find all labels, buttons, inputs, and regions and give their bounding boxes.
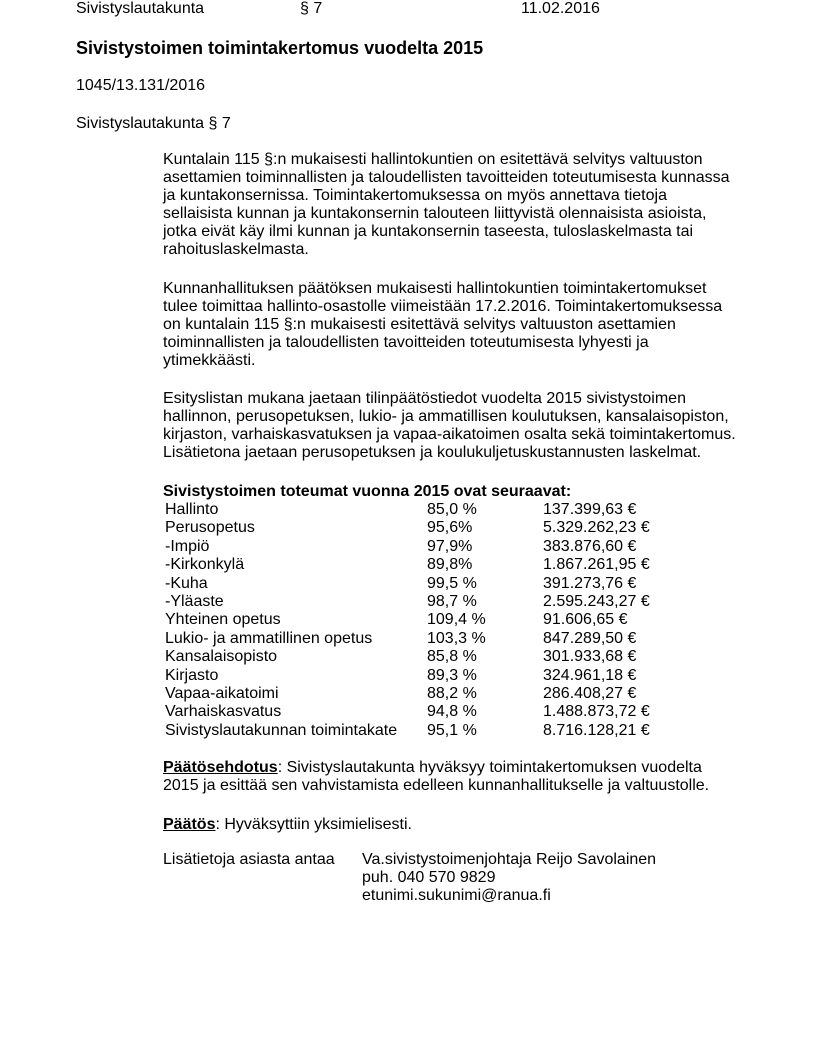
proposal-text: : Sivistyslautakunta hyväksyy toimintakertomuksen vuodelta	[277, 759, 702, 776]
paragraph-legal-basis	[163, 151, 763, 259]
row-percent: 89,3 %	[427, 666, 477, 684]
row-name: -Yläaste	[165, 592, 224, 610]
text-line: Lisätietona jaetaan perusopetuksen ja koulukuljetuskustannusten laskelmat.	[163, 444, 702, 461]
decision	[163, 816, 763, 834]
text-line: Kuntalain 115 §:n mukaisesti hallintokuntien on esitettävä selvitys valtuuston	[163, 151, 703, 168]
row-percent: 85,0 %	[427, 501, 477, 518]
table-row	[163, 629, 637, 648]
row-percent: 95,1 %	[427, 721, 477, 739]
row-name: Kansalaisopisto	[165, 648, 278, 666]
row-amount: 91.606,65 €	[543, 611, 628, 629]
table-row	[163, 721, 650, 740]
section-label: Sivistyslautakunta § 7	[76, 115, 231, 132]
row-percent: 89,8%	[427, 556, 473, 574]
contact-phone: puh. 040 570 9829	[362, 869, 496, 886]
row-amount: 137.399,63 €	[543, 501, 637, 518]
paragraph-deadline	[163, 280, 763, 370]
row-percent: 97,9%	[427, 537, 473, 555]
table-row	[163, 592, 650, 611]
text-line: tulee toimittaa hallinto-osastolle viimeistään 17.2.2016. Toimintakertomuksessa	[163, 298, 723, 315]
reference-number: 1045/13.131/2016	[76, 77, 206, 94]
text-line: ytimekkäästi.	[163, 352, 256, 369]
row-amount: 391.273,76 €	[543, 574, 637, 592]
results-table	[163, 483, 650, 740]
text-line: kirjaston, varhaiskasvatuksen ja vapaa-aikatoimen osalta sekä toimintakertomus.	[163, 426, 736, 443]
table-row	[163, 537, 637, 556]
text-line: ja kuntakonsernissa. Toimintakertomuksessa on myös annettava tietoja	[163, 187, 667, 204]
paragraph-text	[163, 280, 763, 370]
text-line: on kuntalain 115 §:n mukaisesti esitettävä selvitys valtuuston asettamien	[163, 316, 676, 333]
table-row	[163, 556, 650, 574]
paragraph-text	[163, 390, 763, 462]
row-amount: 5.329.262,23 €	[543, 519, 650, 537]
text-line: asettamien toiminnallisten ja taloudellisten tavoitteiden toteutumisesta kunnassa	[163, 169, 730, 186]
text-line: Esityslistan mukana jaetaan tilinpäätöstiedot vuodelta 2015 sivistystoimen	[163, 390, 686, 407]
text-line: rahoituslaskelmasta.	[163, 241, 309, 258]
table-row	[163, 519, 650, 537]
row-percent: 99,5 %	[427, 574, 477, 592]
table-row	[163, 648, 637, 666]
text-line: hallinnon, perusopetuksen, lukio- ja ammatillisen koulutuksen, kansalaisopiston,	[163, 408, 729, 425]
row-name: -Kirkonkylä	[165, 556, 245, 574]
table-row	[163, 611, 628, 629]
row-name: Yhteinen opetus	[165, 611, 281, 629]
row-percent: 94,8 %	[427, 703, 477, 721]
table-row	[163, 684, 637, 703]
header-date: 11.02.2016	[521, 0, 600, 17]
proposal-text-line2: 2015 ja esittää sen vahvistamista edelleen kunnanhallitukselle ja valtuustolle.	[163, 777, 710, 794]
row-amount: 301.933,68 €	[543, 648, 637, 666]
row-name: Hallinto	[165, 501, 219, 518]
contact-name: Va.sivistystoimenjohtaja Reijo Savolainen	[362, 851, 657, 868]
table-row	[163, 703, 650, 721]
decision-label: Päätös	[163, 816, 216, 833]
row-amount: 1.488.873,72 €	[543, 703, 650, 721]
text-line: Kunnanhallituksen päätöksen mukaisesti hallintokuntien toimintakertomukset	[163, 280, 707, 297]
row-name: Kirjasto	[165, 666, 219, 684]
table-row	[163, 666, 637, 685]
row-percent: 85,8 %	[427, 648, 477, 666]
proposal-line	[163, 759, 763, 777]
row-name: Lukio- ja ammatillinen opetus	[165, 629, 373, 647]
row-name: Sivistyslautakunnan toimintakate	[165, 721, 398, 739]
row-name: -Impiö	[165, 537, 210, 555]
row-amount: 324.961,18 €	[543, 666, 637, 684]
text-line: sellaisista kunnan ja kuntakonsernin talouteen liittyvistä olennaisista asioista,	[163, 205, 707, 222]
paragraph-attachments	[163, 390, 763, 462]
document-title: Sivistystoimen toimintakertomus vuodelta 2015	[76, 38, 484, 58]
row-amount: 286.408,27 €	[543, 684, 637, 702]
paragraph-text	[163, 151, 763, 259]
row-name: Perusopetus	[165, 519, 255, 537]
row-amount: 847.289,50 €	[543, 629, 637, 647]
proposal-label: Päätösehdotus	[163, 759, 278, 776]
contact-info	[362, 851, 656, 905]
text-line: jotka eivät käy ilmi kunnan ja kuntakonsernin taseesta, tuloslaskelmasta tai	[163, 223, 694, 240]
row-percent: 103,3 %	[427, 629, 486, 647]
row-amount: 383.876,60 €	[543, 537, 637, 555]
row-name: Varhaiskasvatus	[165, 703, 282, 721]
table-row	[163, 574, 637, 593]
row-amount: 1.867.261,95 €	[543, 556, 650, 574]
row-percent: 95,6%	[427, 519, 473, 537]
header-board-name: Sivistyslautakunta	[76, 0, 205, 17]
results-rows	[163, 501, 650, 740]
decision-text: : Hyväksyttiin yksimielisesti.	[215, 816, 412, 833]
decision-proposal	[163, 759, 763, 795]
results-heading: Sivistystoimen toteumat vuonna 2015 ovat seuraavat:	[163, 483, 572, 500]
text-line: toiminnallisten ja taloudellisten tavoitteiden toteutumisesta lyhyesti ja	[163, 334, 649, 351]
contact-label: Lisätietoja asiasta antaa	[163, 851, 335, 868]
table-row	[163, 501, 637, 519]
row-percent: 109,4 %	[427, 611, 486, 629]
row-amount: 2.595.243,27 €	[543, 592, 650, 610]
row-percent: 88,2 %	[427, 684, 477, 702]
row-name: Vapaa-aikatoimi	[165, 684, 279, 702]
header-section-number: § 7	[300, 0, 323, 17]
contact-email[interactable]: etunimi.sukunimi@ranua.fi	[362, 887, 551, 904]
row-name: -Kuha	[165, 574, 208, 592]
row-percent: 98,7 %	[427, 592, 477, 610]
row-amount: 8.716.128,21 €	[543, 721, 650, 739]
